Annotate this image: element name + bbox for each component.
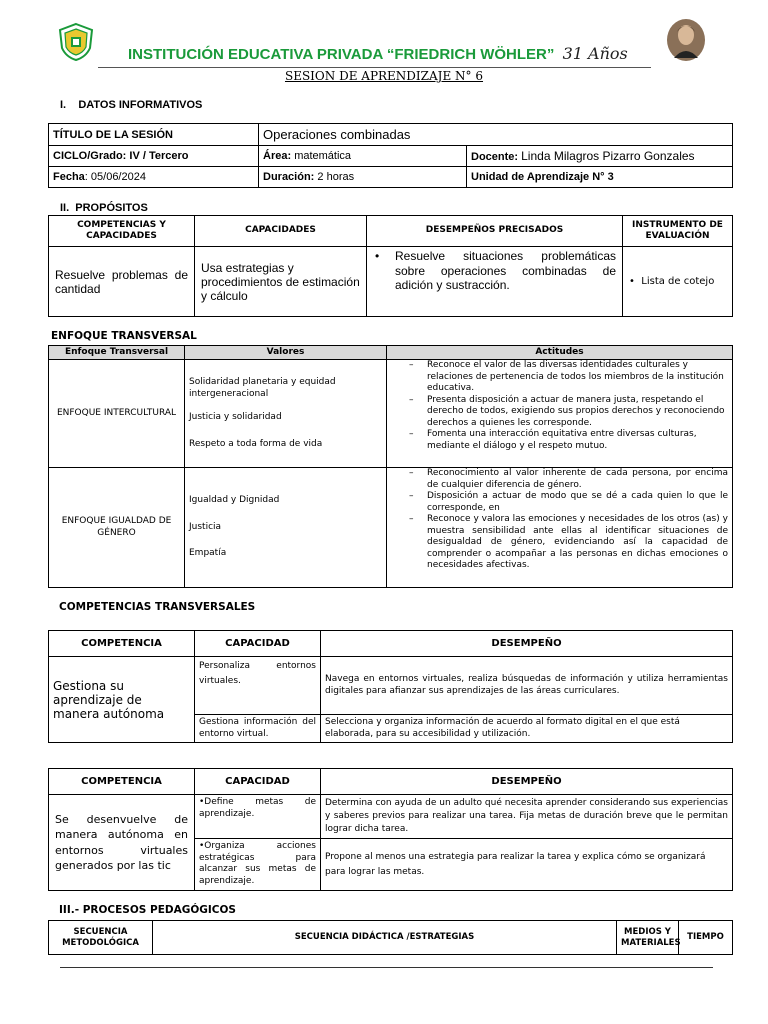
competencia-value: Resuelve problemas de cantidad (49, 247, 195, 317)
actitudes-col-header: Actitudes (387, 346, 733, 360)
desempeno-cell (367, 247, 623, 317)
area-cell: Área: matemática (259, 146, 467, 167)
genero-attitudes (387, 468, 733, 588)
attitude-item: – Disposición a actuar de modo que se dé a cada quien lo que le corresponde, en (403, 491, 728, 514)
session-title-label: TÍTULO DE LA SESIÓN (49, 124, 259, 146)
competencias-transversales-heading: COMPETENCIAS TRANSVERSALES (59, 601, 256, 613)
founder-portrait (666, 18, 706, 62)
header-instrumento: INSTRUMENTO DE EVALUACIÓN (623, 216, 733, 247)
desempeno-item: Navega en entornos virtuales, realiza búsquedas de información y utiliza herramientas digitales para afianzar sus aprendizajes de las áreas curriculares. (321, 657, 733, 715)
footer-rule (60, 967, 713, 968)
duracion-cell: Duración: 2 horas (259, 167, 467, 188)
attitude-item: – Presenta disposición a actuar de manera justa, respetando el derecho de todos, exigiendo sus propios derechos y reconociendo derechos a quienes les corresponde. (403, 395, 728, 430)
anniversary-label: 31 Años (562, 44, 628, 63)
section-1-heading: I. DATOS INFORMATIVOS (60, 99, 203, 111)
header-secuencia-metodologica: SECUENCIA METODOLÓGICA (49, 921, 153, 955)
competencias-table-1 (48, 630, 733, 743)
header-tiempo: TIEMPO (679, 921, 733, 955)
capacidad-item: •Organiza acciones estratégicas para alcanzar sus metas de aprendizaje. (195, 839, 321, 891)
desempeno-item: Determina con ayuda de un adulto qué necesita aprender considerando sus experiencias y saberes previos para realizar una tarea. Fija metas de duración breve que le permitan lograr dicha tarea. (321, 795, 733, 839)
institution-name: INSTITUCIÓN EDUCATIVA PRIVADA “FRIEDRICH WÖHLER” 31 Años (128, 44, 628, 63)
enfoque-igualdad-genero: ENFOQUE IGUALDAD DE GÉNERO (49, 468, 185, 588)
bullet-icon: • (375, 249, 380, 263)
value-item: Respeto a toda forma de vida (189, 438, 323, 449)
desempeno-value: Resuelve situaciones problemáticas sobre operaciones combinadas de adición y sustracción. (395, 249, 616, 292)
session-title: SESION DE APRENDIZAJE N° 6 (284, 69, 484, 83)
school-crest-logo (56, 22, 96, 62)
enfoque-col-header: Enfoque Transversal (49, 346, 185, 360)
valores-col-header: Valores (185, 346, 387, 360)
value-item: Empatía (189, 548, 227, 559)
fecha-cell: Fecha: 05/06/2024 (49, 167, 259, 188)
attitude-item: – Reconoce y valora las emociones y necesidades de los otros (as) y muestra sensibilidad ante ellas al identificar situaciones de desigualdad de género, evidenciando así la capacidad de comprender o acompañar a las personas en dichas emociones o necesidades afectivas. (403, 514, 728, 572)
unidad-cell: Unidad de Aprendizaje N° 3 (467, 167, 733, 188)
capacidad-item: Personaliza entornos virtuales. (195, 657, 321, 715)
header-capacidad: CAPACIDAD (195, 769, 321, 795)
ciclo-grado: CICLO/Grado: IV / Tercero (49, 146, 259, 167)
competencias-table-2 (48, 768, 733, 891)
attitude-item: – Reconoce el valor de las diversas identidades culturales y relaciones de pertenencia de todos los miembros de la institución educativa. (403, 360, 728, 395)
desempeno-item: Propone al menos una estrategia para realizar la tarea y explica cómo se organizará para lograr las metas. (321, 839, 733, 891)
capacidad-value: Usa estrategias y procedimientos de estimación y cálculo (195, 247, 367, 317)
enfoque-intercultural: ENFOQUE INTERCULTURAL (49, 360, 185, 468)
attitude-item: – Reconocimiento al valor inherente de cada persona, por encima de cualquier diferencia de género. (403, 468, 728, 491)
header-capacidades: CAPACIDADES (195, 216, 367, 247)
header-competencias: COMPETENCIAS Y CAPACIDADES (49, 216, 195, 247)
header-medios-materiales: MEDIOS Y MATERIALES (617, 921, 679, 955)
competencia-gestiona: Gestiona su aprendizaje de manera autónoma (49, 657, 195, 743)
docente-cell: Docente: Linda Milagros Pizarro Gonzales (467, 146, 733, 167)
attitude-item: – Fomenta una interacción equitativa entre diversas culturas, mediante el diálogo y el respeto mutuo. (403, 429, 728, 452)
intercultural-attitudes (387, 360, 733, 468)
genero-values (185, 468, 387, 588)
header-rule (98, 67, 651, 68)
capacidad-item: •Define metas de aprendizaje. (195, 795, 321, 839)
header-competencia: COMPETENCIA (49, 631, 195, 657)
competencia-desenvuelve: Se desenvuelve de manera autónoma en entornos virtuales generados por las tic (49, 795, 195, 891)
intercultural-values (185, 360, 387, 468)
header-secuencia-didactica: SECUENCIA DIDÁCTICA /ESTRATEGIAS (153, 921, 617, 955)
enfoque-heading: ENFOQUE TRANSVERSAL (51, 330, 197, 342)
value-item: Igualdad y Dignidad (189, 495, 280, 506)
value-item: Justicia y solidaridad (189, 412, 282, 422)
header-capacidad: CAPACIDAD (195, 631, 321, 657)
datos-informativos-table (48, 123, 733, 188)
header-desempenos: DESEMPEÑOS PRECISADOS (367, 216, 623, 247)
desempeno-item: Selecciona y organiza información de acuerdo al formato digital en el que está elaborada, para su accesibilidad y utilización. (321, 715, 733, 743)
section-2-heading: II. PROPÓSITOS (60, 202, 148, 214)
header-desempeno: DESEMPEÑO (321, 769, 733, 795)
header-desempeno: DESEMPEÑO (321, 631, 733, 657)
propositos-table (48, 215, 733, 317)
enfoque-table (48, 345, 733, 588)
instrumento-value: • Lista de cotejo (623, 247, 733, 317)
procesos-table (48, 920, 733, 955)
value-item: Solidaridad planetaria y equidad intergeneracional (189, 377, 336, 399)
section-3-heading: III.- PROCESOS PEDAGÓGICOS (59, 904, 236, 916)
capacidad-item: Gestiona información del entorno virtual. (195, 715, 321, 743)
header-competencia: COMPETENCIA (49, 769, 195, 795)
value-item: Justicia (189, 521, 222, 532)
session-title-value: Operaciones combinadas (259, 124, 733, 146)
